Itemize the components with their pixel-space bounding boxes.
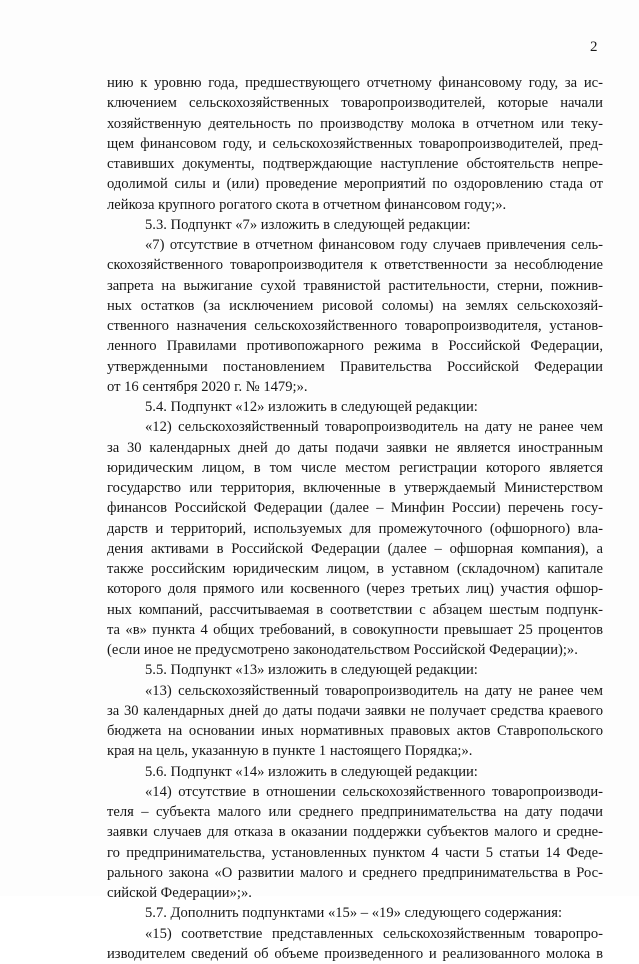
text-line: утвержденными постановлением Правительства Российской Федерации — [107, 358, 603, 375]
text-line: 5.7. Дополнить подпунктами «15» – «19» следующего содержания: — [145, 905, 563, 922]
text-line: «14) отсутствие в отношении сельскохозяйственного товаропроизводи- — [145, 783, 603, 800]
text-line: «15) соответствие представленных сельскохозяйственным товаропро- — [145, 925, 603, 942]
text-line: ственного назначения сельскохозяйственного товаропроизводителя, установ- — [107, 318, 603, 334]
text-line: ставивших документы, подтверждающие наступление обстоятельств непре- — [107, 156, 603, 172]
text-line: за 30 календарных дней до даты подачи заявки не получает средства краевого — [107, 702, 603, 719]
text-line: от 16 сентября 2020 г. № 1479;». — [107, 378, 308, 395]
text-line: «12) сельскохозяйственный товаропроизводитель на дату не ранее чем — [145, 419, 603, 436]
text-line: 5.4. Подпункт «12» изложить в следующей редакции: — [145, 399, 478, 415]
text-line: го предпринимательства, установленных пунктом 4 части 5 статьи 14 Феде- — [107, 844, 603, 861]
text-line: сийской Федерации»;». — [107, 885, 252, 901]
page-number: 2 — [590, 39, 598, 55]
text-line: 5.6. Подпункт «14» изложить в следующей редакции: — [145, 763, 478, 780]
text-line: ных компаний, рассчитываемая в соответствии с абзацем шестым подпунк- — [107, 601, 603, 618]
text-line: юридическим лицом, в том числе местом регистрации которого является — [107, 459, 603, 476]
text-line: «13) сельскохозяйственный товаропроизводитель на дату не ранее чем — [145, 682, 603, 699]
text-line: 5.3. Подпункт «7» изложить в следующей редакции: — [145, 216, 471, 233]
text-line: за 30 календарных дней до даты подачи заявки не является иностранным — [107, 439, 603, 456]
text-line: государство или территория, включенные в утверждаемый Министерством — [107, 480, 603, 496]
text-line: края на цель, указанную в пункте 1 настоящего Порядка;». — [107, 743, 473, 760]
text-line: рального закона «О развитии малого и среднего предпринимательства в Рос- — [107, 864, 603, 881]
text-line: нию к уровню года, предшествующего отчетному финансовому году, за ис- — [107, 75, 603, 91]
text-line: теля – субъекта малого или среднего предпринимательства на дату подачи — [107, 804, 603, 820]
text-line: дарств и территорий, используемых для промежуточного (офшорного) вла- — [107, 520, 603, 537]
text-line: бюджета на основании иных нормативных правовых актов Ставропольского — [107, 723, 603, 739]
text-line: (если иное не предусмотрено законодательством Российской Федерации);». — [107, 642, 578, 658]
text-line: 5.5. Подпункт «13» изложить в следующей редакции: — [145, 662, 478, 679]
document-body — [107, 73, 603, 964]
text-line: ных остатков (за исключением рисовой соломы) на землях сельскохозяй- — [107, 297, 603, 314]
text-line: также российским юридическим лицом, в уставном (складочном) капитале — [107, 561, 603, 577]
text-line: ключением сельскохозяйственных товаропроизводителей, которые начали — [107, 95, 603, 112]
text-line: запрета на выжигание сухой травянистой растительности, стерни, пожнив- — [107, 277, 603, 294]
text-line: хозяйственную деятельность по производству молока в отчетном или теку- — [107, 115, 603, 132]
text-line: «7) отсутствие в отчетном финансовом году случаев привлечения сель- — [145, 237, 603, 253]
text-line: изводителем сведений об объеме произведенного и реализованного молока в — [107, 945, 603, 962]
text-line: финансов Российской Федерации (далее – Минфин России) перечень госу- — [107, 500, 603, 517]
text-line: заявки случаев для отказа в оказании поддержки субъектов малого и средне- — [107, 824, 603, 841]
text-line: дения активами в Российской Федерации (далее – офшорная компания), а — [107, 540, 603, 557]
text-line: которого доля прямого или косвенного (через третьих лиц) участия офшор- — [107, 581, 603, 598]
text-line: одолимой силы и (или) проведение мероприятий по оздоровлению стада от — [107, 176, 603, 193]
text-line: ленного Правилами противопожарного режима в Российской Федерации, — [107, 338, 603, 355]
text-line: лейкоза крупного рогатого скота в отчетном финансовом году;». — [107, 196, 507, 213]
text-line: та «в» пункта 4 общих требований, в совокупности превышает 25 процентов — [107, 621, 603, 638]
text-line: щем финансовом году, и сельскохозяйственных товаропроизводителей, пред- — [107, 135, 603, 152]
text-line: скохозяйственного товаропроизводителя к ответственности за несоблюдение — [107, 257, 603, 274]
